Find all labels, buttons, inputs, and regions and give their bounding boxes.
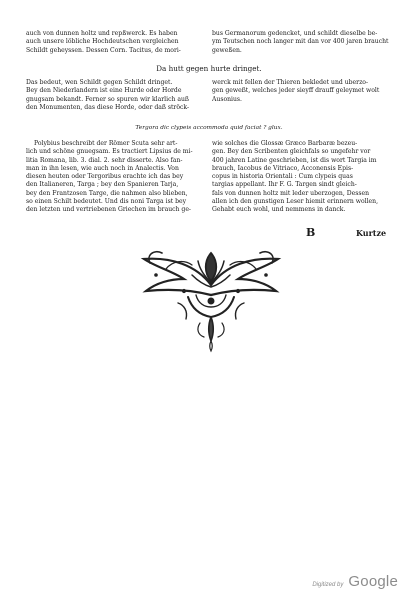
mid-left-column xyxy=(26,79,204,112)
text-line: allen ich den gunstigen Leser hiemit erinnern wollen, xyxy=(212,198,379,206)
digitized-watermark xyxy=(312,571,398,590)
text-line: werck mit fellen der Thieren bekledet und uberzo- xyxy=(212,79,369,86)
text-line: Bey den Niederlandern ist eine Hurde oder Horde xyxy=(26,87,182,95)
bottom-right-column xyxy=(212,140,392,215)
catchword: Kurtze xyxy=(356,228,387,238)
top-right-column xyxy=(212,30,392,55)
floral-ornament xyxy=(126,245,296,355)
text-line: gen geweßt, welches jeder sieyff drauff geleymet wolt xyxy=(212,87,380,95)
top-left-column xyxy=(26,30,204,55)
text-line: so einen Schilt bedeutet. Und dis noni Targa ist bey xyxy=(26,198,187,206)
text-line: den Italianeren, Targa ; bey den Spanieren Tarja, xyxy=(26,181,179,189)
text-line: auch von dunnen holtz und repßwerck. Es haben xyxy=(26,30,178,37)
section-heading: Da hutt gegen hurte dringet. xyxy=(156,64,262,73)
text-line: den letzten und vertriebenen Griechen im brauch ge- xyxy=(26,206,191,214)
text-line: fals von dunnen holtz mit leder uberzogen, Dessen xyxy=(212,189,369,197)
text-line: lich und schöne gnuegsam. Es tractiert Lipsius de mi- xyxy=(26,148,193,156)
text-line: copus in historia Orientali : Cum clypeis quas xyxy=(212,173,353,181)
text-line: Polybius beschreibt der Römer Scuta sehr art- xyxy=(34,140,178,147)
text-line: Das bedeut, wen Schildt gegen Schildt dringet. xyxy=(26,79,173,86)
text-line: bey den Frantzosen Targe, die nahmen also blieben, xyxy=(26,189,188,197)
text-line: Ausonius. xyxy=(212,95,242,103)
latin-epigraph: Tergora dic clypeis accommoda quid faciat ? glux. xyxy=(135,125,283,131)
text-line: man in ihn lesen, wie auch noch in Analectis. Von xyxy=(26,164,179,172)
text-line: den Monumenten, das diese Horde, oder daß ströck- xyxy=(26,103,190,111)
signature-mark: B xyxy=(306,226,316,239)
text-line: 400 jahren Latine geschrieben, ist dis wort Targia im xyxy=(212,156,377,164)
bottom-left-column xyxy=(26,140,204,215)
text-line: Gehabt euch wohl, und nemmens in danck. xyxy=(212,206,346,214)
text-line: Schildt geheyssen. Dessen Corn. Tacitus, de mori- xyxy=(26,46,181,54)
text-line: litia Romana, lib. 3. dial. 2. sehr disserte. Also fan- xyxy=(26,156,183,164)
google-logo: Google xyxy=(348,573,398,590)
watermark-prefix: Digitized by xyxy=(312,582,344,588)
text-line: bus Germanorum gedencket, und schildt dieselbe be- xyxy=(212,30,378,37)
text-line: geweßen. xyxy=(212,46,242,54)
mid-right-column xyxy=(212,79,392,104)
text-line: auch unsere löbliche Hochdeutschen vergleichen xyxy=(26,38,179,46)
text-line: gen. Bey den Scribenten gleichfals so ungefehr vor xyxy=(212,148,371,156)
text-line: targias appellant. Ihr F. G. Targen sindt gleich- xyxy=(212,181,357,189)
text-line: ym Teutschen noch langer mit dan vor 400 jaren braucht xyxy=(212,38,389,46)
text-line: wie solches die Glossæ Græco Barbaræ bezeu- xyxy=(212,140,358,147)
text-line: diesen heuten oder Tergoribus erachte ich das bey xyxy=(26,173,184,181)
text-line: gnugsam bekandt. Ferner so spuren wir klarlich auß xyxy=(26,95,189,103)
text-line: brauch, Iacobus de Vitriaco, Acconensis Epis- xyxy=(212,164,354,172)
